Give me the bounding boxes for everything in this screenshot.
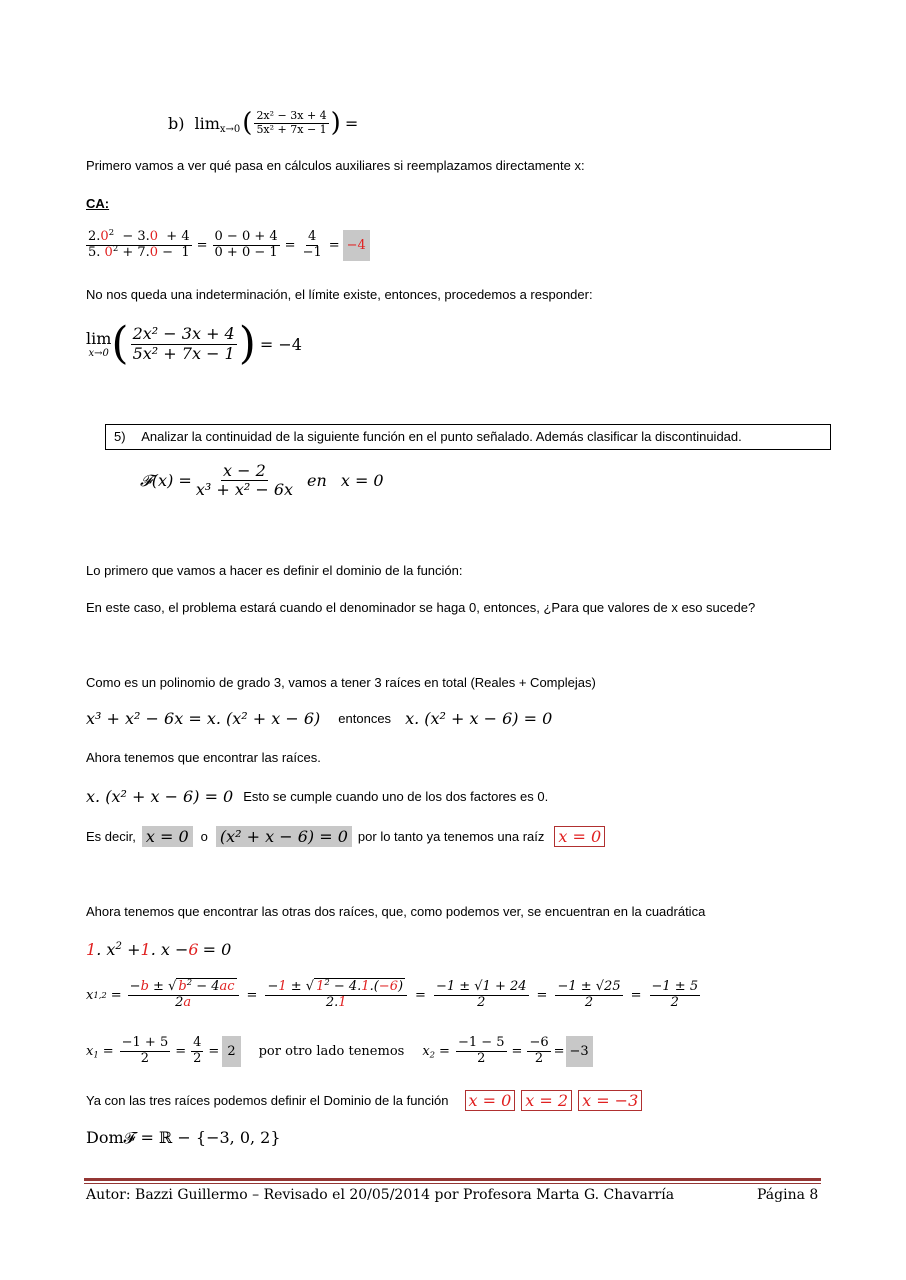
- lim-operator: lim x→0: [86, 329, 112, 359]
- footer-rule: [84, 1178, 821, 1181]
- footer-page-number: Página 8: [757, 1187, 819, 1203]
- ca-result: −4: [343, 230, 370, 261]
- first-root: x = 0: [554, 826, 605, 847]
- roots-line: $x_1$ = $\frac{-1 + 5}{2}$ = $\frac{4}{2}$ = 2 por otro lado tenemos $x_2$ = $\frac{-1 - 5}{2}$ = $\frac{-6}{2}$ = −3: [86, 1036, 593, 1067]
- factorization-line: x³ + x² − 6x = x. (x² + x − 6) entonces x. (x² + x − 6) = 0: [86, 709, 553, 728]
- product-line: x. (x² + x − 6) = 0 Esto se cumple cuando uno de los dos factores es 0.: [86, 787, 549, 806]
- quadratic-equation: 1 . $x^2$ + 1 . x − 6 = 0: [86, 939, 232, 959]
- lim-operator: $\lim_{x\to 0}$: [194, 113, 241, 135]
- quadratic-formula-line: x 1,2 = $\frac{-b \pm √ b^2 - 4ac}{2a}$ = $\frac{-1 \pm √ 1^2 - 4.1.(-6)}{2.1}$ = $\frac{-1 \pm √1 + 24}{2}$ = $\frac{-1 \pm √25}{2}$ = $\frac{-1 \pm 5}{2}$: [86, 976, 699, 1010]
- factor-option-1: x = 0: [142, 826, 193, 847]
- intro-paragraph: Primero vamos a ver qué pasa en cálculos auxiliares si reemplazamos directamente x:: [86, 158, 585, 173]
- function-definition: 𝓕(x) = $\frac{x - 2}{\text{x³ + x² − 6x}}$ en x = 0: [140, 461, 384, 500]
- item-b-label: b): [168, 113, 185, 133]
- quadratic-paragraph: Ahora tenemos que encontrar las otras dos raíces, que, como podemos ver, se encuentran en la cuadrática: [86, 904, 706, 919]
- general-formula: $\frac{-b \pm √ b^2 - 4ac}{2a}$: [128, 980, 239, 1011]
- polynomial-paragraph: Como es un polinomio de grado 3, vamos a tener 3 raíces en total (Reales + Complejas): [86, 675, 596, 690]
- root-x1-value: 2: [222, 1036, 240, 1067]
- footer-author: Autor: Bazzi Guillermo – Revisado el 20/05/2014 por Profesora Marta G. Chavarría: [86, 1187, 675, 1203]
- substituted-formula: $\frac{-1 \pm √ 1^2 - 4.1.(-6)}{2.1}$: [265, 980, 407, 1011]
- limit-result: lim x→0 ( $\frac{\text{2x² − 3x + 4}}{\text{5x² + 7x − 1}}$ ) = −4: [86, 318, 302, 369]
- root-x2-value: −3: [566, 1036, 593, 1067]
- exercise-5-statement-box: [105, 424, 831, 450]
- three-roots-line: Ya con las tres raíces podemos definir el Dominio de la función x = 0 x = 2 x = −3: [86, 1090, 642, 1111]
- factor-option-2: (x² + x − 6) = 0: [216, 826, 352, 847]
- ca-f1-num: $2.0^2 - 3.0 + 4$: [88, 227, 190, 245]
- root-box-1: x = 0: [465, 1090, 516, 1111]
- exercise-number: 5): [114, 429, 126, 444]
- ca-f1-den: 5. $0^2 + 7.0 - 1$: [88, 242, 190, 260]
- item-b-limit: b) $\lim_{x\to 0}$ ( $\frac{\text{2x² − 3x + 4}}{\text{5x² + 7x − 1}}$ ) =: [168, 108, 359, 138]
- denominator-paragraph: En este caso, el problema estará cuando el denominador se haga 0, entonces, ¿Para que valores de x eso sucede?: [86, 600, 756, 615]
- ca-calculation: $\frac{2.0^2 - 3.0 + 4}{5. 0^2 + 7.0 - 1}$ = $\frac{0 - 0 + 4}{0 + 0 - 1}$ = $\frac{4}{-1}$ = −4: [84, 230, 370, 261]
- no-indeterminacy-paragraph: No nos queda una indeterminación, el límite existe, entonces, procedemos a responder:: [86, 287, 593, 302]
- es-decir-line: Es decir, x = 0 o (x² + x − 6) = 0 por lo tanto ya tenemos una raíz x = 0: [86, 826, 605, 847]
- find-roots-paragraph: Ahora tenemos que encontrar las raíces.: [86, 750, 321, 765]
- root-box-2: x = 2: [521, 1090, 572, 1111]
- root-box-3: x = −3: [578, 1090, 642, 1111]
- exercise-statement: Analizar la continuidad de la siguiente función en el punto señalado. Además clasificar la discontinuidad.: [141, 429, 742, 444]
- footer-rule-thin: [84, 1183, 821, 1184]
- domain-intro-paragraph: Lo primero que vamos a hacer es definir el dominio de la función:: [86, 563, 463, 578]
- limit-fraction: $\frac{\text{2x² − 3x + 4}}{\text{5x² + 7x − 1}}$: [256, 108, 327, 136]
- ca-label: CA:: [86, 196, 110, 211]
- domain-result: Dom𝓕 = ℝ − {−3, 0, 2}: [86, 1128, 281, 1147]
